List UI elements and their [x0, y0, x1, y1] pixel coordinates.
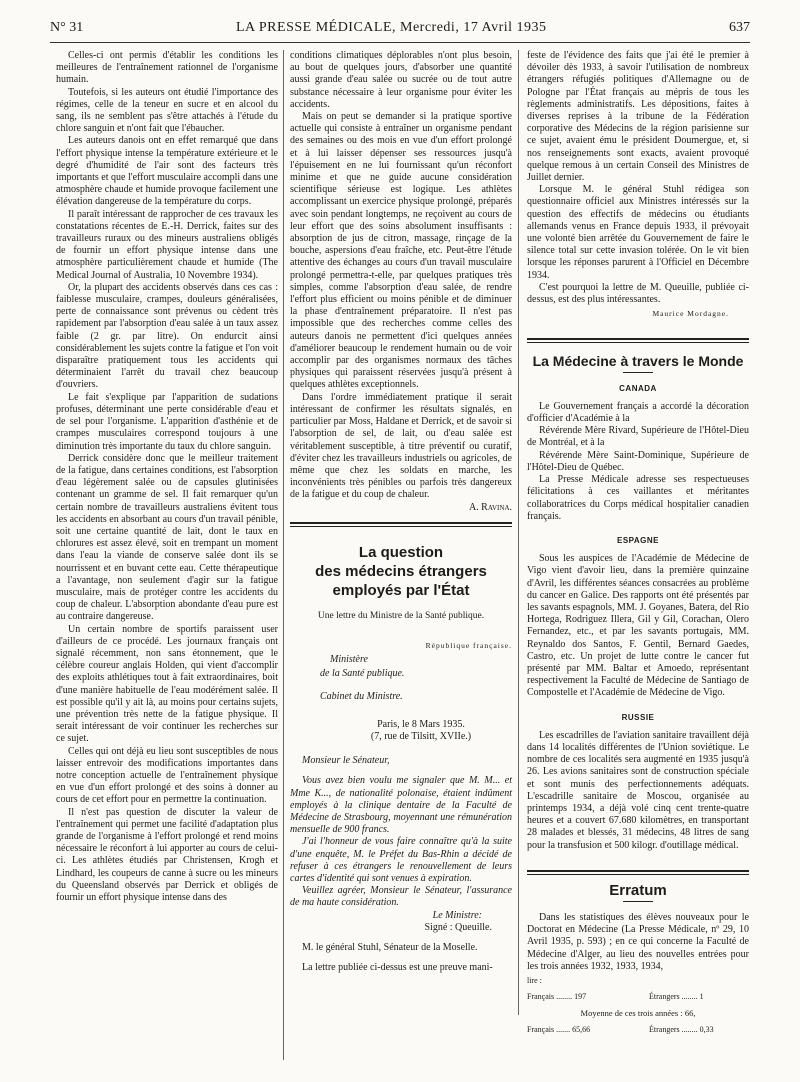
paragraph: Lorsque M. le général Stuhl rédigea son questionnaire officiel aux Ministres intéressés sur la question des effectifs de médecins ou étudiants allemands venus en France depuis 1933, il prévoyait une volonté bien arrêtée du Gouvernement de faire le silence total sur cette invasion tolérée. On le vit bien lorsque les réponses parurent à l'Officiel en Décembre 1934.	[527, 184, 749, 281]
column-3	[527, 50, 749, 1039]
letter-signature: Signé : Queuille.	[424, 921, 492, 933]
column-divider-1	[283, 50, 284, 1060]
section-rule	[527, 338, 749, 340]
ministere-label-2: de la Santé publique.	[320, 668, 405, 680]
paragraph: Révérende Mère Saint-Dominique, Supérieure de l'Hôtel-Dieu de Québec.	[527, 449, 749, 473]
paragraph: Sous les auspices de l'Académie de Médecine de Vigo vient d'avoir lieu, dans la première quinzaine d'Avril, les différentes séances consacrées au problème du cancer en Galice. Des rapports ont été présentés par les savants espagnols, MM. J. Goyanes, Batera, del Rio Hortega, Rodriguez Illera, Gil y Gil, Corachan, Olero Fernandez, etc., et par les savants portugais, MM. Reynaldo dos Santos, F. Gentil, Bernard Gaedes, Castro, etc. Un projet de lutte contre le cancer fut présenté par MM. Baltar et Amoedo, représentant respectivement la Faculté de Médecine de Santiago de Compostelle et l'Académie de Médecine de Vigo.	[527, 553, 749, 699]
ministere-label: Ministère	[330, 654, 368, 666]
erratum-row	[527, 1024, 749, 1036]
letter-body: Vous avez bien voulu me signaler que M. M... et Mme K..., de nationalité polonaise, étaient indûment employés à la clinique dentaire de la Faculté de Médecine de Strasbourg, moyennant une rémunération mensuelle de 900 francs.	[290, 775, 512, 836]
article-rule-thin	[290, 526, 512, 527]
paragraph: feste de l'évidence des faits que j'ai été le premier à dévoiler dès 1933, à savoir l'utilisation de nombreux étrangers réfugiés politiques d'Allemagne ou de Pologne par l'État français au mépris de tous les règlements administratifs. Les dépositions, faites à diverses reprises à la tribune de la Fédération corporative des Médecins de la région parisienne sur ce sujet, avaient ému le président Doumergue, et, si nos renseignements sont exacts, avaient provoqué quelque remous à un certain Conseil des Ministres de Juillet dernier.	[527, 50, 749, 184]
paragraph: Les escadrilles de l'aviation sanitaire travaillent déjà dans 14 localités différentes de l'Union soviétique. Le nombre de ces localités sera augmenté en 1935 jusqu'à 26. Les avions sanitaires sont de construction spéciale et sont munis des perfectionnements adéquats. L'escadrille sanitaire de Moscou, organisée au printemps 1934, a déjà volé cinq cent trente-quatre heures et a couvert 67.680 kilomètres, en transportant 28 malades et blessés, 31 médecins, 48 litres de sang pour la transfusion et 500 kilogr. d'outillage médical.	[527, 729, 749, 851]
section-rule-thin	[527, 342, 749, 343]
header-rule	[50, 42, 750, 43]
erratum-box	[527, 870, 749, 1036]
paragraph: Derrick considère donc que le meilleur traitement de la fatigue, dans certaines conditions, est l'absorption d'eau légèrement salée ou de capsules glutinisées contenant un gramme de sel. Il fait remarquer qu'un certain nombre de travailleurs australiens évitent tous les accidents en absorbant au cours d'un travail pénible, soit une certaine quantité de lait, dont le taux en chlorures est assez élevé, soit en trempant un moment dans l'eau la viande de conserve salée dont ils se nourrissent et en buvant cette eau. Cette thérapeutique a l'avantage, non seulement d'agir sur la fatigue musculaire, mais de protéger contre les accidents du coup de chaleur. L'absorption abondante d'eau pure est au contraire dangereuse.	[56, 452, 279, 623]
paragraph: Un certain nombre de sportifs paraissent user d'ailleurs de ce procédé. Les journaux français ont signalé récemment, non sans étonnement, que le célèbre coureur anglais Holden, qui vient d'accomplir des exploits athlétiques tout à fait extraordinaires, boit d'une manière habituelle de l'eau modérément salée. Il est possible qu'il y ait là, au moins pour certains sujets, une prévention très nette de la fatigue physique. Il serait intéressant de voir continuer les recherches sur ce sujet.	[56, 623, 278, 745]
erratum-inner-rule	[527, 874, 749, 875]
journal-title: LA PRESSE MÉDICALE, Mercredi, 17 Avril 1935	[236, 20, 547, 35]
erratum-cell: Étrangers ........ 1	[649, 992, 704, 1002]
article-rule	[290, 522, 512, 524]
paragraph: Il n'est pas question de discuter la valeur de l'entraînement qui permet une facilité d'adaptation plus grande de l'organisme à l'effort prolongé et rend moins nécessaire le réconfort à lui apporter au cours de celui-ci. Les athlètes étudiés par Christensen, Krogh et Lindhard, les coupeurs de canne à sucre ou les mineurs du Queensland observés par Derrick et obligés de fournir un effort physique intense dans des	[56, 806, 278, 904]
paragraph: Dans les statistiques des élèves nouveaux pour le Doctorat en Médecine (La Presse Médicale, nº 29, 10 Avril 1935, p. 593) ; en ce qui concerne la Faculté de Médecine d'Alger, au lieu des nouvelles entrées pour les trois années 1932, 1933, 1934,	[527, 911, 749, 972]
article-subtitle: Une lettre du Ministre de la Santé publique.	[317, 610, 485, 621]
paragraph: Or, la plupart des accidents observés dans ces cas : faiblesse musculaire, crampes, douleurs généralisées, perte de connaissance sont prévenus ou cèdent très rapidement par l'absorption d'eau salée à un taux assez faible (2 gr. par litre). On endurcit ainsi considérablement les sujets contre la fatigue et l'on voit disparaître pratiquement tous les accidents qui déterminaient l'arrêt du travail chez beaucoup d'ouvriers.	[56, 281, 278, 391]
erratum-cell: Français ........ 197	[527, 992, 587, 1002]
column-divider-2	[518, 50, 519, 1015]
paragraph: Le fait s'explique par l'apparition de sudations profuses, déterminant une perte considérable d'eau et de sel pour l'organisme. L'apparition d'asthénie et de crampes musculaires correspond toujours à une diminution très importante du taux du chlore sanguin.	[56, 391, 278, 452]
letter-salutation: Monsieur le Sénateur,	[302, 755, 390, 767]
author-signature: Maurice Mordagne.	[652, 309, 729, 319]
cabinet-label: Cabinet du Ministre.	[320, 690, 403, 702]
paragraph: Dans l'ordre immédiatement pratique il serait intéressant de confirmer les résultats signalés, en particulier par Moss, Haldane et Derrick, et de savoir si l'absorption de sel, de lait, ou d'eau salée est véritablement susceptible, à titre préventif ou curatif, d'éviter chez les travailleurs industriels ou agricoles, de même que chez les soldats en marche, les inconvénients très pénibles ou parfois très dangereux de la fatigue et du coup de chaleur.	[290, 391, 512, 501]
erratum-cell: Étrangers ........ 0,33	[649, 1024, 714, 1034]
letter-addressee: M. le général Stuhl, Sénateur de la Moselle.	[302, 941, 478, 953]
country-heading-canada: CANADA	[619, 383, 657, 393]
letter-body: Veuillez agréer, Monsieur le Sénateur, l'assurance de ma haute considération.	[290, 885, 512, 909]
page-number: 637	[729, 20, 750, 35]
letter-body: J'ai l'honneur de vous faire connaître qu'à la suite d'une enquête, M. le Préfet du Bas-Rhin a décidé de refuser à ces étrangers le renouvellement de leurs cartes d'identité qui sont venues à expiration.	[290, 836, 512, 884]
erratum-lire: lire :	[527, 976, 542, 985]
paragraph: Il paraît intéressant de rapprocher de ces travaux les constatations récentes de E.-H. Derrick, faites sur des travailleurs ruraux ou des mineurs australiens obligés de fournir un effort physique intense dans une atmosphère particulièrement chaude et humide (The Medical Journal of Australia, 10 Novembre 1934).	[56, 208, 278, 281]
letter-signoff: Le Ministre:	[432, 909, 482, 921]
date-line: Paris, le 8 Mars 1935.	[377, 718, 465, 730]
paragraph: La Presse Médicale adresse ses respectueuses félicitations à ces vaillantes et méritantes collaboratrices du Corps médical hospitalier canadien français.	[527, 474, 749, 522]
section-divider	[623, 372, 653, 373]
paragraph: Celles-ci ont permis d'établir les conditions les meilleures de l'entraînement rationnel de l'organisme humain.	[56, 50, 278, 86]
paragraph: Le Gouvernement français a accordé la décoration d'officier d'Académie à la	[527, 400, 749, 425]
paragraph: Mais on peut se demander si la pratique sportive actuelle qui consiste à entraîner un organisme pendant des semaines ou des mois en vue d'un effort prolongé et à lui laisser dépenser ses ressources jusqu'à l'épuisement en ne lui fournissant qu'un réconfort minime et que ne guide aucune considération scientifique sérieuse est logique. Les athlètes accomplissant un exercice physique prolongé, préparés avec soin pendant longtemps, ne reçoivent au cours de leur effort que des soins absolument insuffisants : absorption de jus de citron, massage, rinçage de la bouche, aspersions d'eau fraîche, etc. Peut-être l'étude attentive des échanges au cours d'un travail musculaire prolongé permettra-t-elle, par quelques pratiques très simples, comme l'absorption d'eau salée, de rendre l'effort plus efficient ou moins pénible et de diminuer la phase d'entraînement préparatoire. Il n'est pas impossible que des recherches comme celles des auteurs danois ne permettent d'ici quelques années d'améliorer beaucoup le rendement humain ou de voir accomplir par des organismes normaux des tâches physiques qui paraissent réservées jusqu'à présent à quelques athlètes exceptionnels.	[290, 111, 512, 391]
country-heading-espagne: ESPAGNE	[616, 535, 660, 545]
letter-date	[330, 719, 512, 743]
column-1	[56, 50, 278, 904]
title-line: La question	[358, 543, 444, 561]
erratum-cell: Français ....... 65,66	[527, 1024, 591, 1034]
erratum-title: Erratum	[609, 881, 667, 899]
republique-label: République française.	[425, 640, 512, 650]
paragraph: La lettre publiée ci-dessus est une preuve mani-	[302, 962, 493, 974]
article-title	[290, 543, 512, 600]
erratum-row	[527, 991, 749, 1003]
paragraph: Les auteurs danois ont en effet remarqué que dans l'effort physique intense la température extérieure et le degré d'humidité de l'air sont des facteurs très importants et que l'effort musculaire accompli dans une atmosphère chaude et humide provoque facilement une élévation dangereuse de la température du corps.	[56, 135, 278, 208]
paragraph: Celles qui ont déjà eu lieu sont susceptibles de nous laisser entrevoir des modifications importantes dans notre conception actuelle de l'entraînement physique en vue d'un effort prolongé et des soins à donner au cours de cet effort pour en permettre la continuation.	[56, 745, 278, 806]
paragraph: Révérende Mère Rivard, Supérieure de l'Hôtel-Dieu de Montréal, et à la	[527, 425, 749, 449]
paragraph: Toutefois, si les auteurs ont étudié l'importance des régimes, celle de la teneur en sucre et en alcool du sang, ils ne semblent pas s'être attachés à l'étude du chlore sanguin et n'ont fait que l'ébaucher.	[56, 86, 278, 135]
date-line: (7, rue de Tilsitt, XVIIe.)	[370, 730, 472, 742]
author-signature: A. Ravina.	[468, 501, 512, 513]
page-header	[50, 20, 750, 40]
erratum-divider	[623, 901, 653, 902]
paragraph: conditions climatiques déplorables n'ont plus besoin, au bout de quelques jours, d'absorber une quantité aussi grande d'eau salée ou sucrée ou de tout autre substance nécessaire à leur organisme pour éviter les accidents.	[290, 50, 512, 110]
title-line: employés par l'État	[332, 581, 470, 599]
title-line: des médecins étrangers	[315, 562, 487, 580]
country-heading-russie: RUSSIE	[621, 712, 655, 722]
issue-number: N° 31	[50, 20, 84, 35]
column-2	[290, 50, 512, 974]
paragraph: C'est pourquoi la lettre de M. Queuille, publiée ci-dessus, est des plus intéressantes.	[527, 281, 749, 306]
erratum-moyenne: Moyenne de ces trois années : 66,	[580, 1008, 696, 1019]
section-title: La Médecine à travers le Monde	[532, 353, 744, 370]
